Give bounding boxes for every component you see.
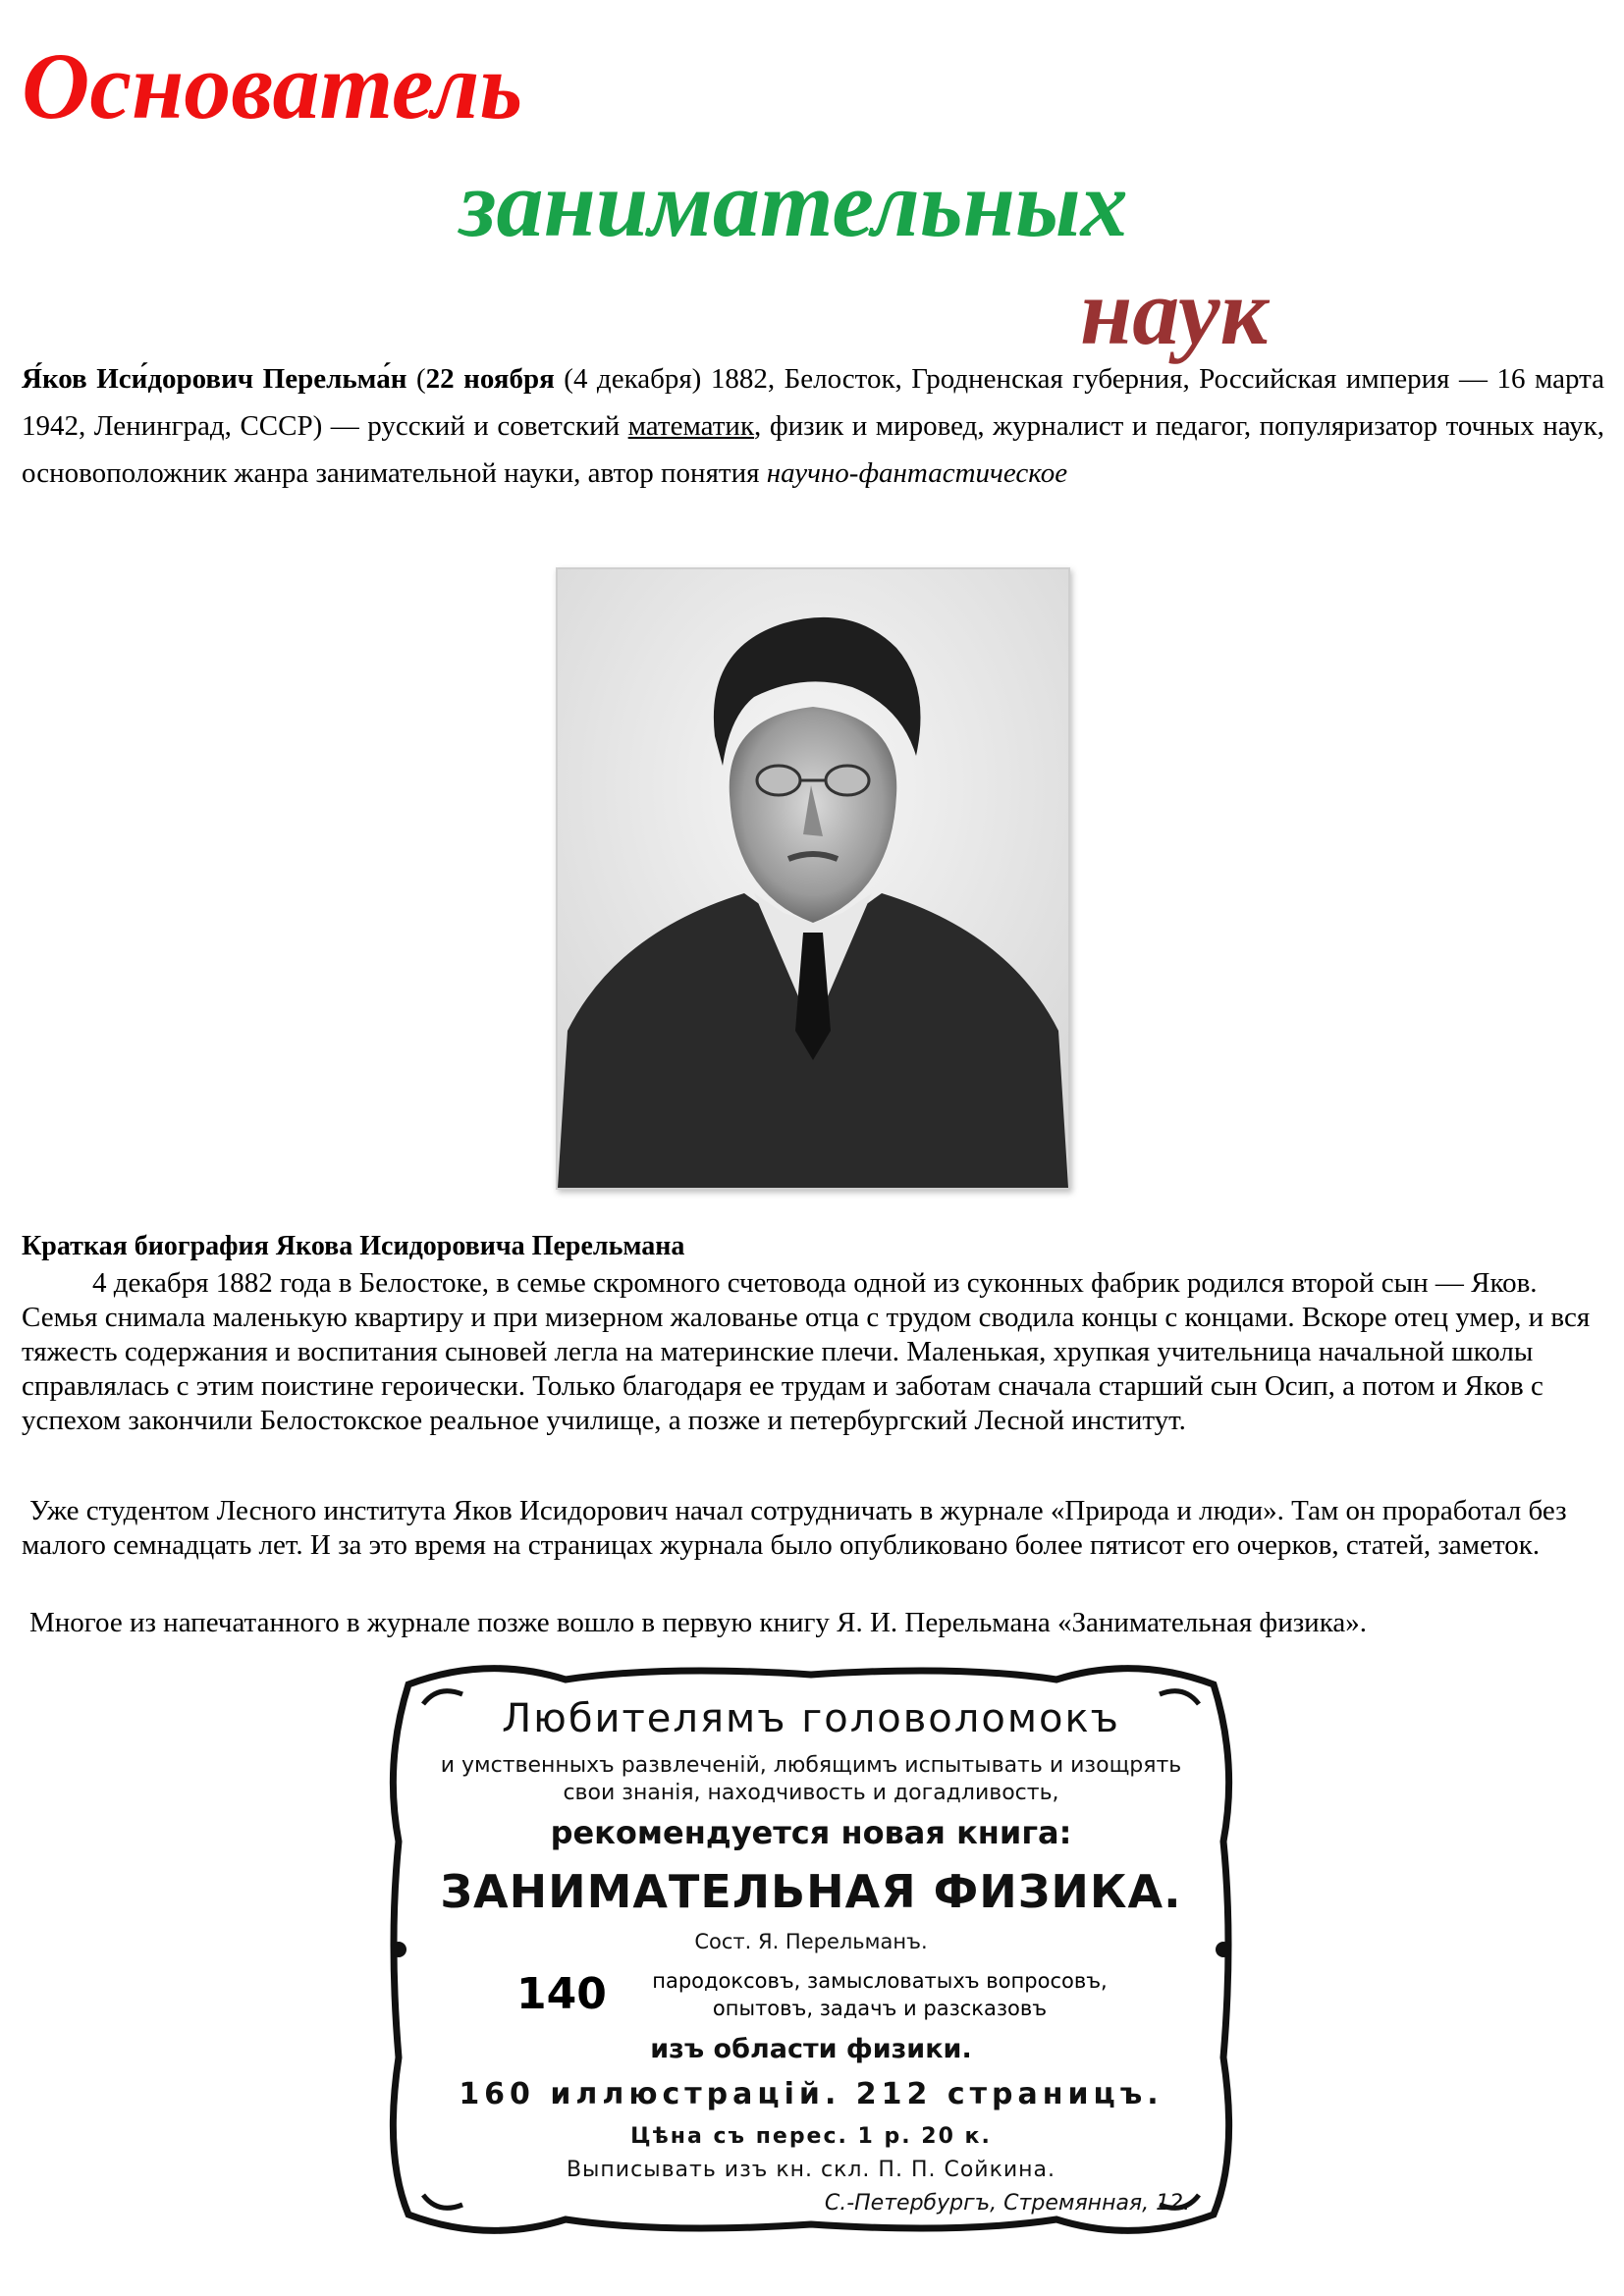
- ad-count: 140: [516, 1969, 607, 2019]
- ad-line-11: 160 иллюстрацій. 212 страницъ.: [459, 2077, 1164, 2111]
- portrait-photo: [556, 567, 1070, 1190]
- math-link[interactable]: математик: [627, 410, 755, 442]
- ad-line-9: опытовъ, задачъ и разсказовъ: [712, 1997, 1048, 2020]
- ad-line-2: и умственныхъ развлеченій, любящимъ испытывать и изощрять: [440, 1753, 1182, 1778]
- title-word-3: наук: [1080, 259, 1269, 364]
- ad-order: Выписывать изъ кн. скл. П. П. Сойкина.: [566, 2158, 1056, 2182]
- ad-line-3: свои знанія, находчивость и догадливость,: [563, 1781, 1059, 1805]
- book-advertisement: [369, 1645, 1253, 2254]
- ad-recommend: рекомендуется новая книга:: [550, 1814, 1072, 1851]
- ad-author: Сост. Я. Перельманъ.: [694, 1930, 928, 1953]
- ad-price: Цѣна съ перес. 1 р. 20 к.: [630, 2124, 992, 2149]
- intro-italic: научно-фантастическое: [766, 457, 1068, 489]
- intro-paragraph: Я́ков Иси́дорович Перельма́н (22 ноября (4 декабря) 1882, Белосток, Гродненская губерния, Российская империя — 16 марта 1942, Ленинград, СССР) — русский и советский математик, физик и мировед, журналист и педагог, популяризатор точных наук, основоположник жанра занимательной науки, автор понятия научно-фантастическое: [22, 363, 1604, 489]
- person-name: Я́ков Иси́дорович Перельма́н: [22, 363, 407, 395]
- ad-line-10: изъ области физики.: [650, 2034, 972, 2064]
- title-word-2: занимательных: [460, 151, 1128, 256]
- bio-paragraph-2: Уже студентом Лесного института Яков Исидорович начал сотрудничать в журнале «Природа и люди». Там он проработал без малого семнадцать лет. И за это время на страницах журнала было опубликовано более пятисот его очерков, статей, заметок.: [22, 1495, 1567, 1561]
- bio-paragraph-3: Многое из напечатанного в журнале позже вошло в первую книгу Я. И. Перельмана «Занимательная физика».: [29, 1607, 1367, 1638]
- ad-address: С.-Петербургъ, Стремянная, 12.: [824, 2191, 1191, 2216]
- intro-text-a: (4 декабря) 1882, Белосток, Гродненская губерния, Российская империя — 16 марта 1942, Ленинград, СССР) — русский и советский: [22, 363, 1604, 442]
- ad-line-8: пародоксовъ, замысловатыхъ вопросовъ,: [652, 1969, 1108, 1993]
- intro-text-b: , физик и мировед, журналист и педагог, популяризатор точных наук, основоположник жанра занимательной науки, автор понятия: [22, 410, 1604, 489]
- portrait-illustration: [558, 569, 1068, 1188]
- bio-paragraph-1: 4 декабря 1882 года в Белостоке, в семье скромного счетовода одной из суконных фабрик родился второй сын — Яков. Семья снимала маленькую квартиру и при мизерном жалованье отца с трудом сводила концы с концами. Вскоре отец умер, и вся тяжесть содержания и воспитания сыновей легла на материнские плечи. Маленькая, хрупкая учительница начальной школы справлялась с этим поистине героически. Только благодаря ее трудам и заботам сначала старший сын Осип, а потом и Яков с успехом закончили Белостокское реальное училище, а позже и петербургский Лесной институт.: [22, 1267, 1591, 1436]
- ad-headline: Любителямъ головоломокъ: [502, 1696, 1120, 1741]
- birth-date: 22 ноября: [425, 363, 555, 395]
- ad-book-title: ЗАНИМАТЕЛЬНАЯ ФИЗИКА.: [440, 1865, 1182, 1918]
- title-word-1: Основатель: [22, 33, 523, 138]
- bio-heading: Краткая биография Якова Исидоровича Перельмана: [22, 1231, 685, 1261]
